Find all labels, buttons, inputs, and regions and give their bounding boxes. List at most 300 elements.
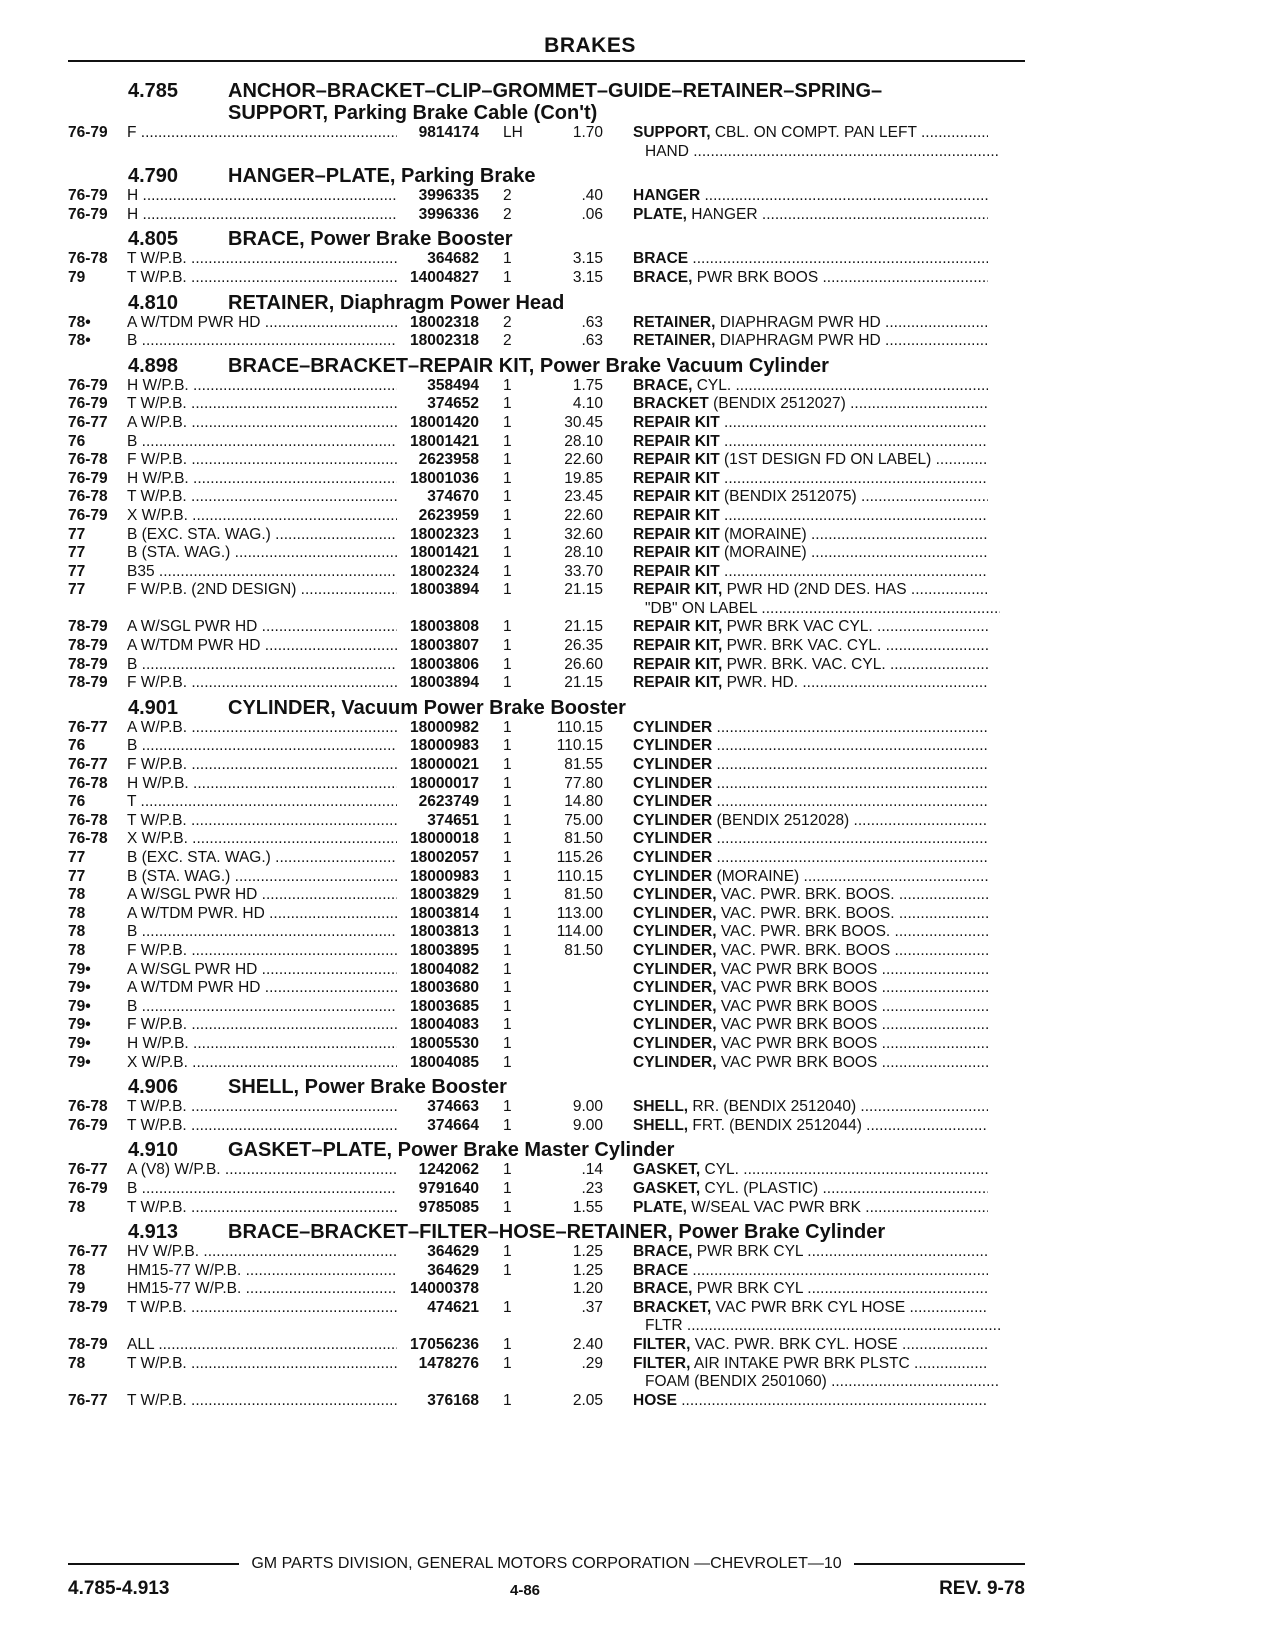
part-description: [603, 1355, 988, 1374]
price: [533, 1035, 603, 1054]
price: .63: [581, 332, 603, 350]
price: 81.50: [564, 941, 603, 959]
model-description: T W/P.B. .....: [127, 1299, 397, 1318]
part-name: CYLINDER,: [633, 1016, 717, 1034]
part-detail: DIAPHRAGM PWR HD: [715, 332, 881, 350]
part-description: [603, 544, 988, 563]
parts-listing: [68, 76, 1028, 1410]
part-description: [603, 269, 988, 288]
table-row: [68, 674, 1028, 693]
model-description: T W/P.B. .....: [127, 812, 397, 831]
quantity: [479, 143, 533, 162]
part-number: 17056236: [410, 1336, 479, 1354]
part-number: 374663: [427, 1098, 479, 1116]
part-name: FILTER,: [633, 1354, 691, 1372]
part-name: FILTER,: [633, 1336, 691, 1354]
model-year: 76-77: [68, 1243, 108, 1261]
model-year: 76: [68, 432, 86, 450]
model-year: 78: [68, 1198, 86, 1216]
part-description: [603, 719, 988, 738]
table-row: [68, 206, 1028, 225]
table-row: [68, 250, 1028, 269]
table-row: [68, 433, 1028, 452]
quantity: 1: [503, 562, 512, 580]
model-description: T W/P.B. .....: [127, 395, 397, 414]
part-description: [603, 1317, 1000, 1336]
model-year: 76-77: [68, 756, 108, 774]
page-header-title: BRAKES: [544, 34, 636, 57]
model-description: B .....: [127, 1180, 397, 1199]
table-row: [68, 1336, 1028, 1355]
part-description: [603, 942, 988, 961]
price: 22.60: [564, 451, 603, 469]
part-number: 18001421: [410, 432, 479, 450]
part-name: CYLINDER: [633, 849, 713, 866]
part-number: 9791640: [418, 1179, 479, 1197]
part-name: REPAIR KIT,: [633, 618, 723, 636]
part-number: 18003894: [410, 674, 479, 692]
part-number: 18001036: [410, 469, 479, 487]
part-description: [603, 1262, 988, 1281]
part-description: [603, 1016, 988, 1035]
quantity: 1: [503, 867, 512, 885]
part-detail: (BENDIX 2512075): [719, 488, 857, 506]
part-description: [603, 433, 988, 452]
table-row: [68, 1299, 1028, 1318]
quantity: 1: [503, 1053, 512, 1071]
model-description: F .....: [127, 124, 397, 143]
part-number: 2623958: [418, 451, 479, 469]
part-name: CYLINDER,: [633, 997, 717, 1015]
table-row: [68, 1262, 1028, 1281]
part-number: 18003685: [410, 997, 479, 1015]
model-year: 76-78: [68, 774, 108, 792]
part-description: [603, 1373, 1000, 1392]
model-description: B (STA. WAG.) .....: [127, 544, 397, 563]
part-description: [603, 250, 988, 269]
table-row: [68, 1098, 1028, 1117]
part-number: 18005530: [410, 1034, 479, 1052]
part-detail: HANGER: [686, 205, 758, 223]
price: [533, 1317, 603, 1336]
quantity: 1: [503, 469, 512, 487]
quantity: 1: [503, 811, 512, 829]
model-description: A W/SGL PWR HD .....: [127, 618, 397, 637]
part-name: CYLINDER: [633, 774, 713, 792]
part-number: 18003680: [410, 979, 479, 997]
footer-publisher: GM PARTS DIVISION, GENERAL MOTORS CORPORATION —CHEVROLET—10: [251, 1555, 842, 1572]
section-title: CYLINDER, Vacuum Power Brake Booster: [228, 696, 626, 719]
quantity: 1: [503, 655, 512, 673]
quantity: [479, 600, 533, 619]
part-description: [603, 526, 988, 545]
quantity: 1: [503, 413, 512, 431]
quantity: 1: [503, 960, 512, 978]
part-detail: (1ST DESIGN FD ON LABEL): [719, 451, 932, 469]
part-number: 14004827: [410, 268, 479, 286]
model-description: B35 .....: [127, 563, 397, 582]
part-name: BRACE,: [633, 376, 693, 394]
model-year: 78-79: [68, 1336, 108, 1354]
model-year: 79: [68, 268, 86, 286]
part-number: 18003829: [410, 886, 479, 904]
footer-section-range: 4.785-4.913: [68, 1578, 170, 1599]
model-year: 78-79: [68, 637, 108, 655]
part-description: [603, 886, 988, 905]
part-description: [603, 1299, 988, 1318]
price: .14: [581, 1161, 603, 1179]
part-detail: PWR. BRK. VAC. CYL.: [722, 655, 886, 673]
quantity: 1: [503, 774, 512, 792]
model-description: B .....: [127, 656, 397, 675]
price: 1.25: [572, 1243, 603, 1261]
part-detail: RR. (BENDIX 2512040): [688, 1098, 857, 1116]
quantity: 1: [503, 1016, 512, 1034]
part-description: [603, 143, 1000, 162]
quantity: 1: [503, 1354, 512, 1372]
part-detail: VAC PWR BRK CYL HOSE: [711, 1298, 906, 1316]
quantity: 1: [503, 637, 512, 655]
part-detail: "DB" ON LABEL: [645, 599, 758, 617]
part-name: BRACE: [633, 250, 689, 268]
part-description: [603, 618, 988, 637]
model-description: F W/P.B. .....: [127, 451, 397, 470]
price: .37: [581, 1298, 603, 1316]
model-year: 76-79: [68, 376, 108, 394]
model-description: B (EXC. STA. WAG.) .....: [127, 526, 397, 545]
section-number: 4.790: [128, 165, 179, 188]
price: 1.25: [572, 1261, 603, 1279]
part-name: REPAIR KIT: [633, 488, 720, 506]
footer-revision: REV. 9-78: [939, 1578, 1025, 1599]
table-row: [68, 998, 1028, 1017]
part-detail: (MORAINE): [719, 525, 807, 543]
model-year: 76-78: [68, 451, 108, 469]
part-number: 374664: [427, 1116, 479, 1134]
part-number: 364682: [427, 250, 479, 268]
part-name: BRACE,: [633, 268, 693, 286]
part-name: CYLINDER,: [633, 904, 717, 922]
price: 81.50: [564, 886, 603, 904]
table-row: [68, 269, 1028, 288]
model-year: 78•: [68, 313, 91, 331]
model-description: B .....: [127, 923, 397, 942]
price: [533, 1373, 603, 1392]
part-number: 18003814: [410, 904, 479, 922]
model-year: 78•: [68, 332, 91, 350]
part-description: [603, 979, 988, 998]
part-name: REPAIR KIT: [633, 413, 720, 431]
part-detail: PWR BRK BOOS: [692, 268, 819, 286]
quantity: 1: [503, 1336, 512, 1354]
quantity: 2: [503, 313, 512, 331]
part-description: [603, 737, 988, 756]
part-number: 18001421: [410, 544, 479, 562]
quantity: 2: [503, 187, 512, 205]
model-year: 78: [68, 886, 86, 904]
quantity: 1: [503, 1161, 512, 1179]
model-description: A W/P.B. .....: [127, 719, 397, 738]
quantity: LH: [503, 124, 523, 141]
part-detail: PWR HD (2ND DES. HAS: [722, 581, 907, 599]
section-title: ANCHOR–BRACKET–CLIP–GROMMET–GUIDE–RETAINER–SPRING–: [228, 80, 883, 102]
model-description: T W/P.B. .....: [127, 1098, 397, 1117]
table-row: [68, 793, 1028, 812]
quantity: 2: [503, 332, 512, 350]
table-row: [68, 942, 1028, 961]
quantity: 2: [503, 205, 512, 223]
model-year: [68, 143, 127, 162]
model-year: 79•: [68, 1016, 91, 1034]
model-year: 79•: [68, 1053, 91, 1071]
quantity: 1: [503, 395, 512, 413]
table-row: [68, 451, 1028, 470]
price: 14.80: [564, 793, 603, 811]
table-row: [68, 719, 1028, 738]
section-heading: [68, 165, 1028, 187]
price: 1.55: [572, 1198, 603, 1216]
price: .23: [581, 1179, 603, 1197]
price: 21.15: [564, 674, 603, 692]
part-number: 18004083: [410, 1016, 479, 1034]
model-year: [68, 1317, 127, 1336]
model-year: 76: [68, 793, 86, 811]
part-number: 18003808: [410, 618, 479, 636]
part-description: [603, 1199, 988, 1218]
quantity: 1: [503, 1116, 512, 1134]
part-number: 18002324: [410, 562, 479, 580]
part-detail: PWR BRK CYL: [692, 1280, 803, 1298]
part-number: 1242062: [418, 1161, 479, 1179]
table-row: [68, 488, 1028, 507]
part-detail: VAC PWR BRK BOOS: [716, 1016, 878, 1034]
model-year: 76: [68, 737, 86, 755]
table-row: [68, 600, 1028, 619]
model-year: 76-79: [68, 124, 108, 141]
price: 30.45: [564, 413, 603, 431]
table-row: [68, 332, 1028, 351]
quantity: 1: [503, 718, 512, 736]
table-row: [68, 923, 1028, 942]
part-name: CYLINDER: [633, 867, 713, 885]
part-name: BRACKET: [633, 395, 709, 413]
model-description: F W/P.B. .....: [127, 674, 397, 693]
model-year: 76-79: [68, 506, 108, 524]
part-name: CYLINDER: [633, 830, 713, 848]
part-description: [603, 563, 988, 582]
quantity: 1: [503, 250, 512, 268]
part-detail: (BENDIX 2512028): [712, 811, 850, 829]
price: [533, 979, 603, 998]
part-number: 18000983: [410, 737, 479, 755]
quantity: 1: [503, 544, 512, 562]
section-heading: [68, 1139, 1028, 1161]
model-year: 78-79: [68, 674, 108, 692]
price: 81.55: [564, 756, 603, 774]
part-detail: W/SEAL VAC PWR BRK: [686, 1198, 861, 1216]
price: 77.80: [564, 774, 603, 792]
price: [533, 143, 603, 162]
price: 28.10: [564, 432, 603, 450]
part-name: GASKET,: [633, 1179, 701, 1197]
part-name: REPAIR KIT: [633, 525, 720, 543]
table-row: [68, 637, 1028, 656]
part-description: [603, 581, 988, 600]
part-name: CYLINDER: [633, 718, 713, 736]
part-detail: (MORAINE): [719, 544, 807, 562]
part-description: [603, 868, 988, 887]
section-heading: [68, 355, 1028, 377]
price: 23.45: [564, 488, 603, 506]
model-year: 76-79: [68, 469, 108, 487]
price: 26.60: [564, 655, 603, 673]
model-year: 76-79: [68, 395, 108, 413]
part-description: [603, 1336, 988, 1355]
price: 3.15: [572, 250, 603, 268]
table-row: [68, 1199, 1028, 1218]
section-heading: [68, 1076, 1028, 1098]
model-description: B (STA. WAG.) .....: [127, 868, 397, 887]
model-description: H .....: [127, 187, 397, 206]
table-row: [68, 979, 1028, 998]
model-year: 76-77: [68, 1161, 108, 1179]
part-detail: VAC. PWR. BRK BOOS.: [716, 923, 891, 941]
part-description: [603, 1054, 988, 1073]
model-year: 76-77: [68, 718, 108, 736]
table-row: [68, 1035, 1028, 1054]
part-number: 18000982: [410, 718, 479, 736]
table-row: [68, 1373, 1028, 1392]
model-year: 78: [68, 1261, 86, 1279]
table-row: [68, 395, 1028, 414]
price: .63: [581, 313, 603, 331]
quantity: 1: [503, 506, 512, 524]
price: 4.10: [572, 395, 603, 413]
part-detail: PWR. HD.: [722, 674, 799, 692]
model-description: H .....: [127, 206, 397, 225]
part-description: [603, 923, 988, 942]
quantity: 1: [503, 1198, 512, 1216]
quantity: 1: [503, 581, 512, 599]
part-name: REPAIR KIT: [633, 544, 720, 562]
model-description: B .....: [127, 737, 397, 756]
table-row: [68, 507, 1028, 526]
part-number: 18003894: [410, 581, 479, 599]
model-description: T W/P.B. .....: [127, 250, 397, 269]
model-year: 78: [68, 904, 86, 922]
model-description: ALL .....: [127, 1336, 397, 1355]
part-number: [397, 600, 479, 619]
part-name: SUPPORT,: [633, 124, 711, 141]
quantity: 1: [503, 886, 512, 904]
model-year: 77: [68, 525, 86, 543]
part-number: 18002318: [410, 332, 479, 350]
part-detail: PWR BRK CYL: [692, 1243, 803, 1261]
table-row: [68, 1180, 1028, 1199]
model-description: T W/P.B. .....: [127, 1117, 397, 1136]
part-name: REPAIR KIT,: [633, 674, 723, 692]
section-number: 4.805: [128, 228, 179, 251]
part-name: REPAIR KIT,: [633, 637, 723, 655]
part-detail: VAC PWR BRK BOOS: [716, 997, 878, 1015]
table-row: [68, 470, 1028, 489]
price: 9.00: [572, 1116, 603, 1134]
part-name: HOSE: [633, 1391, 677, 1409]
model-year: 76-78: [68, 830, 108, 848]
part-detail: (BENDIX 2512027): [708, 395, 846, 413]
model-description: HM15-77 W/P.B. .....: [127, 1262, 397, 1281]
model-year: 78-79: [68, 655, 108, 673]
part-detail: VAC. PWR. BRK. BOOS: [716, 941, 891, 959]
quantity: 1: [503, 268, 512, 286]
price: .06: [581, 205, 603, 223]
part-detail: PWR BRK VAC CYL.: [722, 618, 873, 636]
part-description: [603, 1161, 988, 1180]
model-year: 79•: [68, 997, 91, 1015]
part-name: RETAINER,: [633, 313, 716, 331]
model-year: 76-77: [68, 413, 108, 431]
table-row: [68, 1392, 1028, 1411]
table-row: [68, 187, 1028, 206]
table-row: [68, 775, 1028, 794]
part-name: CYLINDER,: [633, 886, 717, 904]
part-description: [603, 793, 988, 812]
part-description: [603, 507, 988, 526]
part-number: 2623749: [418, 793, 479, 811]
part-detail: HAND: [645, 142, 689, 160]
model-description: T .....: [127, 793, 397, 812]
model-year: 78: [68, 1354, 86, 1372]
part-name: BRACE,: [633, 1280, 693, 1298]
quantity: 1: [503, 830, 512, 848]
price: 21.15: [564, 618, 603, 636]
model-description: X W/P.B. .....: [127, 830, 397, 849]
table-row: [68, 756, 1028, 775]
table-row: [68, 1117, 1028, 1136]
model-description: T W/P.B. .....: [127, 269, 397, 288]
price: 32.60: [564, 525, 603, 543]
quantity: 1: [503, 1298, 512, 1316]
model-year: 76-78: [68, 250, 108, 268]
model-description: B .....: [127, 998, 397, 1017]
part-description: [603, 332, 988, 351]
section-heading: [68, 697, 1028, 719]
part-name: GASKET,: [633, 1161, 701, 1179]
part-description: [603, 470, 988, 489]
part-detail: VAC. PWR. BRK. BOOS.: [716, 886, 895, 904]
part-description: [603, 488, 988, 507]
part-detail: CYL.: [700, 1161, 739, 1179]
table-row: [68, 961, 1028, 980]
section-title: HANGER–PLATE, Parking Brake: [228, 165, 536, 188]
part-number: 18003806: [410, 655, 479, 673]
table-row: [68, 830, 1028, 849]
model-description: F W/P.B. .....: [127, 756, 397, 775]
part-number: 376168: [427, 1391, 479, 1409]
price: 33.70: [564, 562, 603, 580]
model-description: HV W/P.B. .....: [127, 1243, 397, 1262]
part-name: REPAIR KIT: [633, 432, 720, 450]
model-description: B (EXC. STA. WAG.) .....: [127, 849, 397, 868]
section-title: SUPPORT, Parking Brake Cable (Con't): [228, 102, 598, 124]
part-number: [397, 1373, 479, 1392]
table-row: [68, 1016, 1028, 1035]
part-detail: CYL. (PLASTIC): [700, 1179, 819, 1197]
quantity: 1: [503, 849, 512, 866]
price: .40: [581, 187, 603, 205]
part-name: CYLINDER: [633, 737, 713, 755]
quantity: [479, 1373, 533, 1392]
